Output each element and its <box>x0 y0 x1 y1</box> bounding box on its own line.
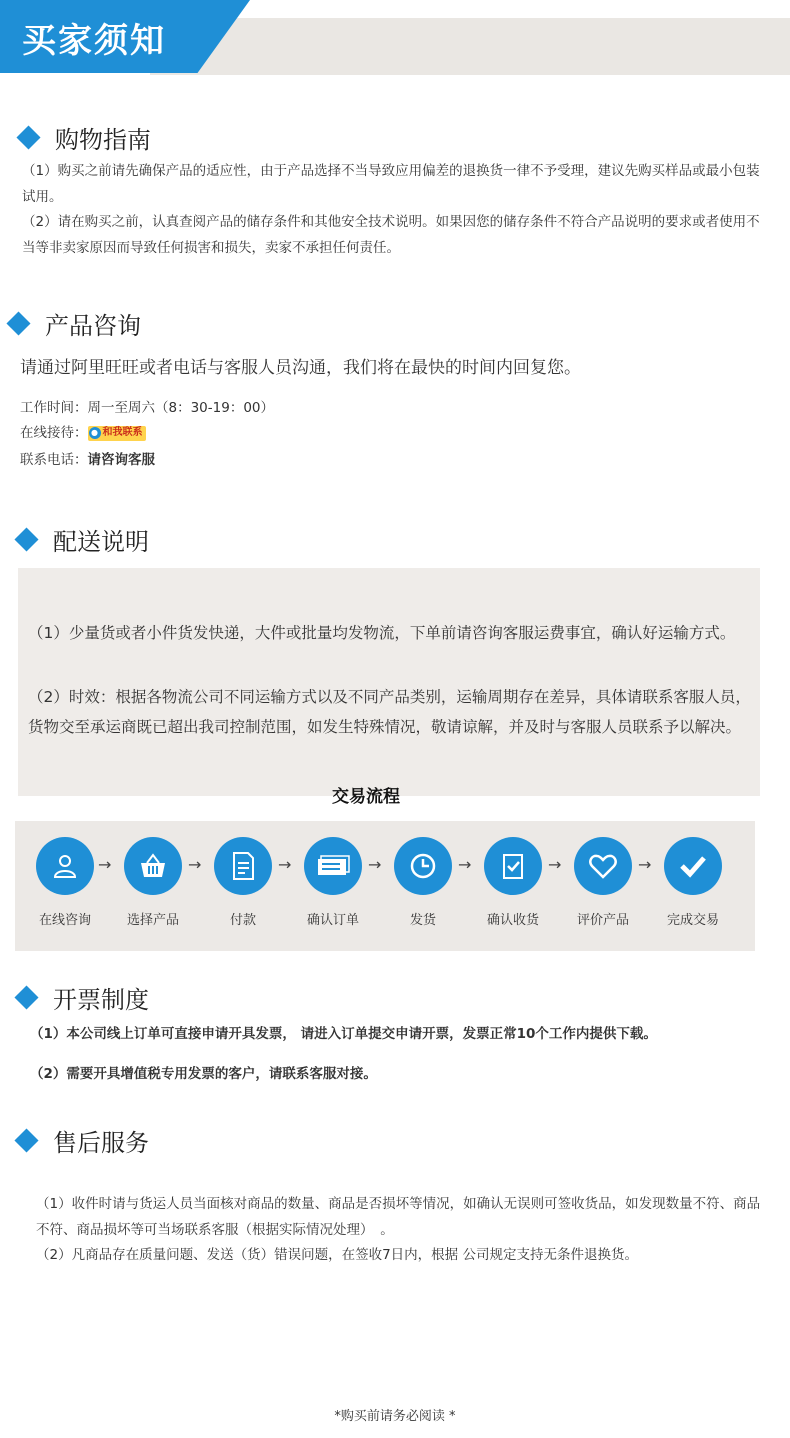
work-hours-label: 工作时间： <box>20 400 88 416</box>
flow-arrow-icon: → <box>278 855 292 874</box>
diamond-bullet-icon <box>16 125 40 149</box>
phone-row <box>20 447 155 473</box>
section-title-guide: 购物指南 <box>55 126 151 154</box>
guide-paragraph-2: （2）请在购买之前，认真查阅产品的储存条件和其他安全技术说明。如果因您的储存条件不符合产品说明的要求或者使用不当等非卖家原因而导致任何损害和损失，卖家不承担任何责任。 <box>22 214 760 256</box>
flow-arrow-icon: → <box>98 855 112 874</box>
page-title: 买家须知 <box>22 21 166 61</box>
money-icon <box>304 837 362 895</box>
flow-arrow-icon: → <box>548 855 562 874</box>
flow-step-ship <box>373 837 473 928</box>
flow-step-label: 选择产品 <box>126 913 179 928</box>
banner-background <box>150 18 790 75</box>
online-support-row <box>20 420 146 446</box>
section-header-delivery <box>14 522 149 557</box>
section-title-consult: 产品咨询 <box>45 312 141 340</box>
flow-step-consult <box>15 837 115 928</box>
section-header-after-sales <box>14 1123 149 1158</box>
flow-step-label: 确认订单 <box>306 913 359 928</box>
flow-step-select <box>103 837 203 928</box>
section-title-invoice: 开票制度 <box>53 986 149 1014</box>
clock-icon <box>394 837 452 895</box>
flow-step-label: 评价产品 <box>576 913 629 928</box>
flow-step-label: 在线咨询 <box>38 913 91 928</box>
diamond-bullet-icon <box>6 311 30 335</box>
flow-arrow-icon: → <box>368 855 382 874</box>
work-hours-row <box>20 395 274 421</box>
phone-value: 请咨询客服 <box>87 452 155 468</box>
work-hours-value: 周一至周六（8：30-19：00） <box>87 400 274 416</box>
flow-step-label: 发货 <box>409 913 436 928</box>
delivery-panel <box>18 568 760 796</box>
chat-icon: ● <box>89 427 101 439</box>
phone-label: 联系电话： <box>20 452 88 468</box>
diamond-bullet-icon <box>14 985 38 1009</box>
online-support-label: 在线接待： <box>20 425 88 441</box>
consult-intro: 请通过阿里旺旺或者电话与客服人员沟通，我们将在最快的时间内回复您。 <box>20 358 581 378</box>
flow-step-review <box>553 837 653 928</box>
flow-step-confirm-order <box>283 837 383 928</box>
flow-step-label: 确认收货 <box>486 913 539 928</box>
flow-step-complete <box>643 837 743 928</box>
after-sales-paragraph-1: （1）收件时请与货运人员当面核对商品的数量、商品是否损坏等情况，如确认无误则可签收货品，如发现数量不符、商品不符、商品损坏等可当场联系客服（根据实际情况处理） 。 <box>36 1196 761 1238</box>
flow-arrow-icon: → <box>458 855 472 874</box>
basket-icon <box>124 837 182 895</box>
flow-step-receive <box>463 837 563 928</box>
diamond-bullet-icon <box>14 527 38 551</box>
section-header-guide <box>16 120 151 155</box>
section-title-delivery: 配送说明 <box>53 528 149 556</box>
flow-step-label: 付款 <box>229 913 256 928</box>
invoice-paragraph-1: （1）本公司线上订单可直接申请开具发票， 请进入订单提交申请开票，发票正常10个工作内提供下载。 <box>30 1026 657 1042</box>
section-header-consult <box>6 306 141 341</box>
delivery-paragraph-2: （2）时效：根据各物流公司不同运输方式以及不同产品类别，运输周期存在差异，具体请联系客服人员，货物交至承运商既已超出我司控制范围，如发生特殊情况，敬请谅解，并及时与客服人员联系予以解决。 <box>28 688 751 736</box>
footer-note: *购买前请务必阅读 * <box>334 1409 456 1424</box>
checkmark-icon <box>664 837 722 895</box>
section-header-invoice <box>14 980 149 1015</box>
document-icon <box>214 837 272 895</box>
checklist-icon <box>484 837 542 895</box>
after-sales-paragraph-2: （2）凡商品存在质量问题、发送（货）错误问题，在签收7日内，根据 公司规定支持无条件退换货。 <box>36 1247 638 1263</box>
invoice-paragraph-2: （2）需要开具增值税专用发票的客户，请联系客服对接。 <box>30 1066 377 1082</box>
guide-paragraph-1: （1）购买之前请先确保产品的适应性，由于产品选择不当导致应用偏差的退换货一律不予受理，建议先购买样品或最小包装试用。 <box>22 163 760 205</box>
flow-title: 交易流程 <box>332 787 400 807</box>
flow-arrow-icon: → <box>638 855 652 874</box>
header-banner <box>0 0 790 78</box>
section-title-after-sales: 售后服务 <box>53 1129 149 1157</box>
person-chat-icon <box>36 837 94 895</box>
contact-me-label: 和我联系 <box>102 427 143 438</box>
trade-flow-panel <box>15 821 755 951</box>
contact-me-button[interactable] <box>88 426 146 441</box>
heart-icon <box>574 837 632 895</box>
flow-arrow-icon: → <box>188 855 202 874</box>
flow-step-label: 完成交易 <box>666 913 719 928</box>
flow-step-pay <box>193 837 293 928</box>
diamond-bullet-icon <box>14 1128 38 1152</box>
delivery-paragraph-1: （1）少量货或者小件货发快递，大件或批量均发物流，下单前请咨询客服运费事宜，确认好运输方式。 <box>28 624 736 642</box>
